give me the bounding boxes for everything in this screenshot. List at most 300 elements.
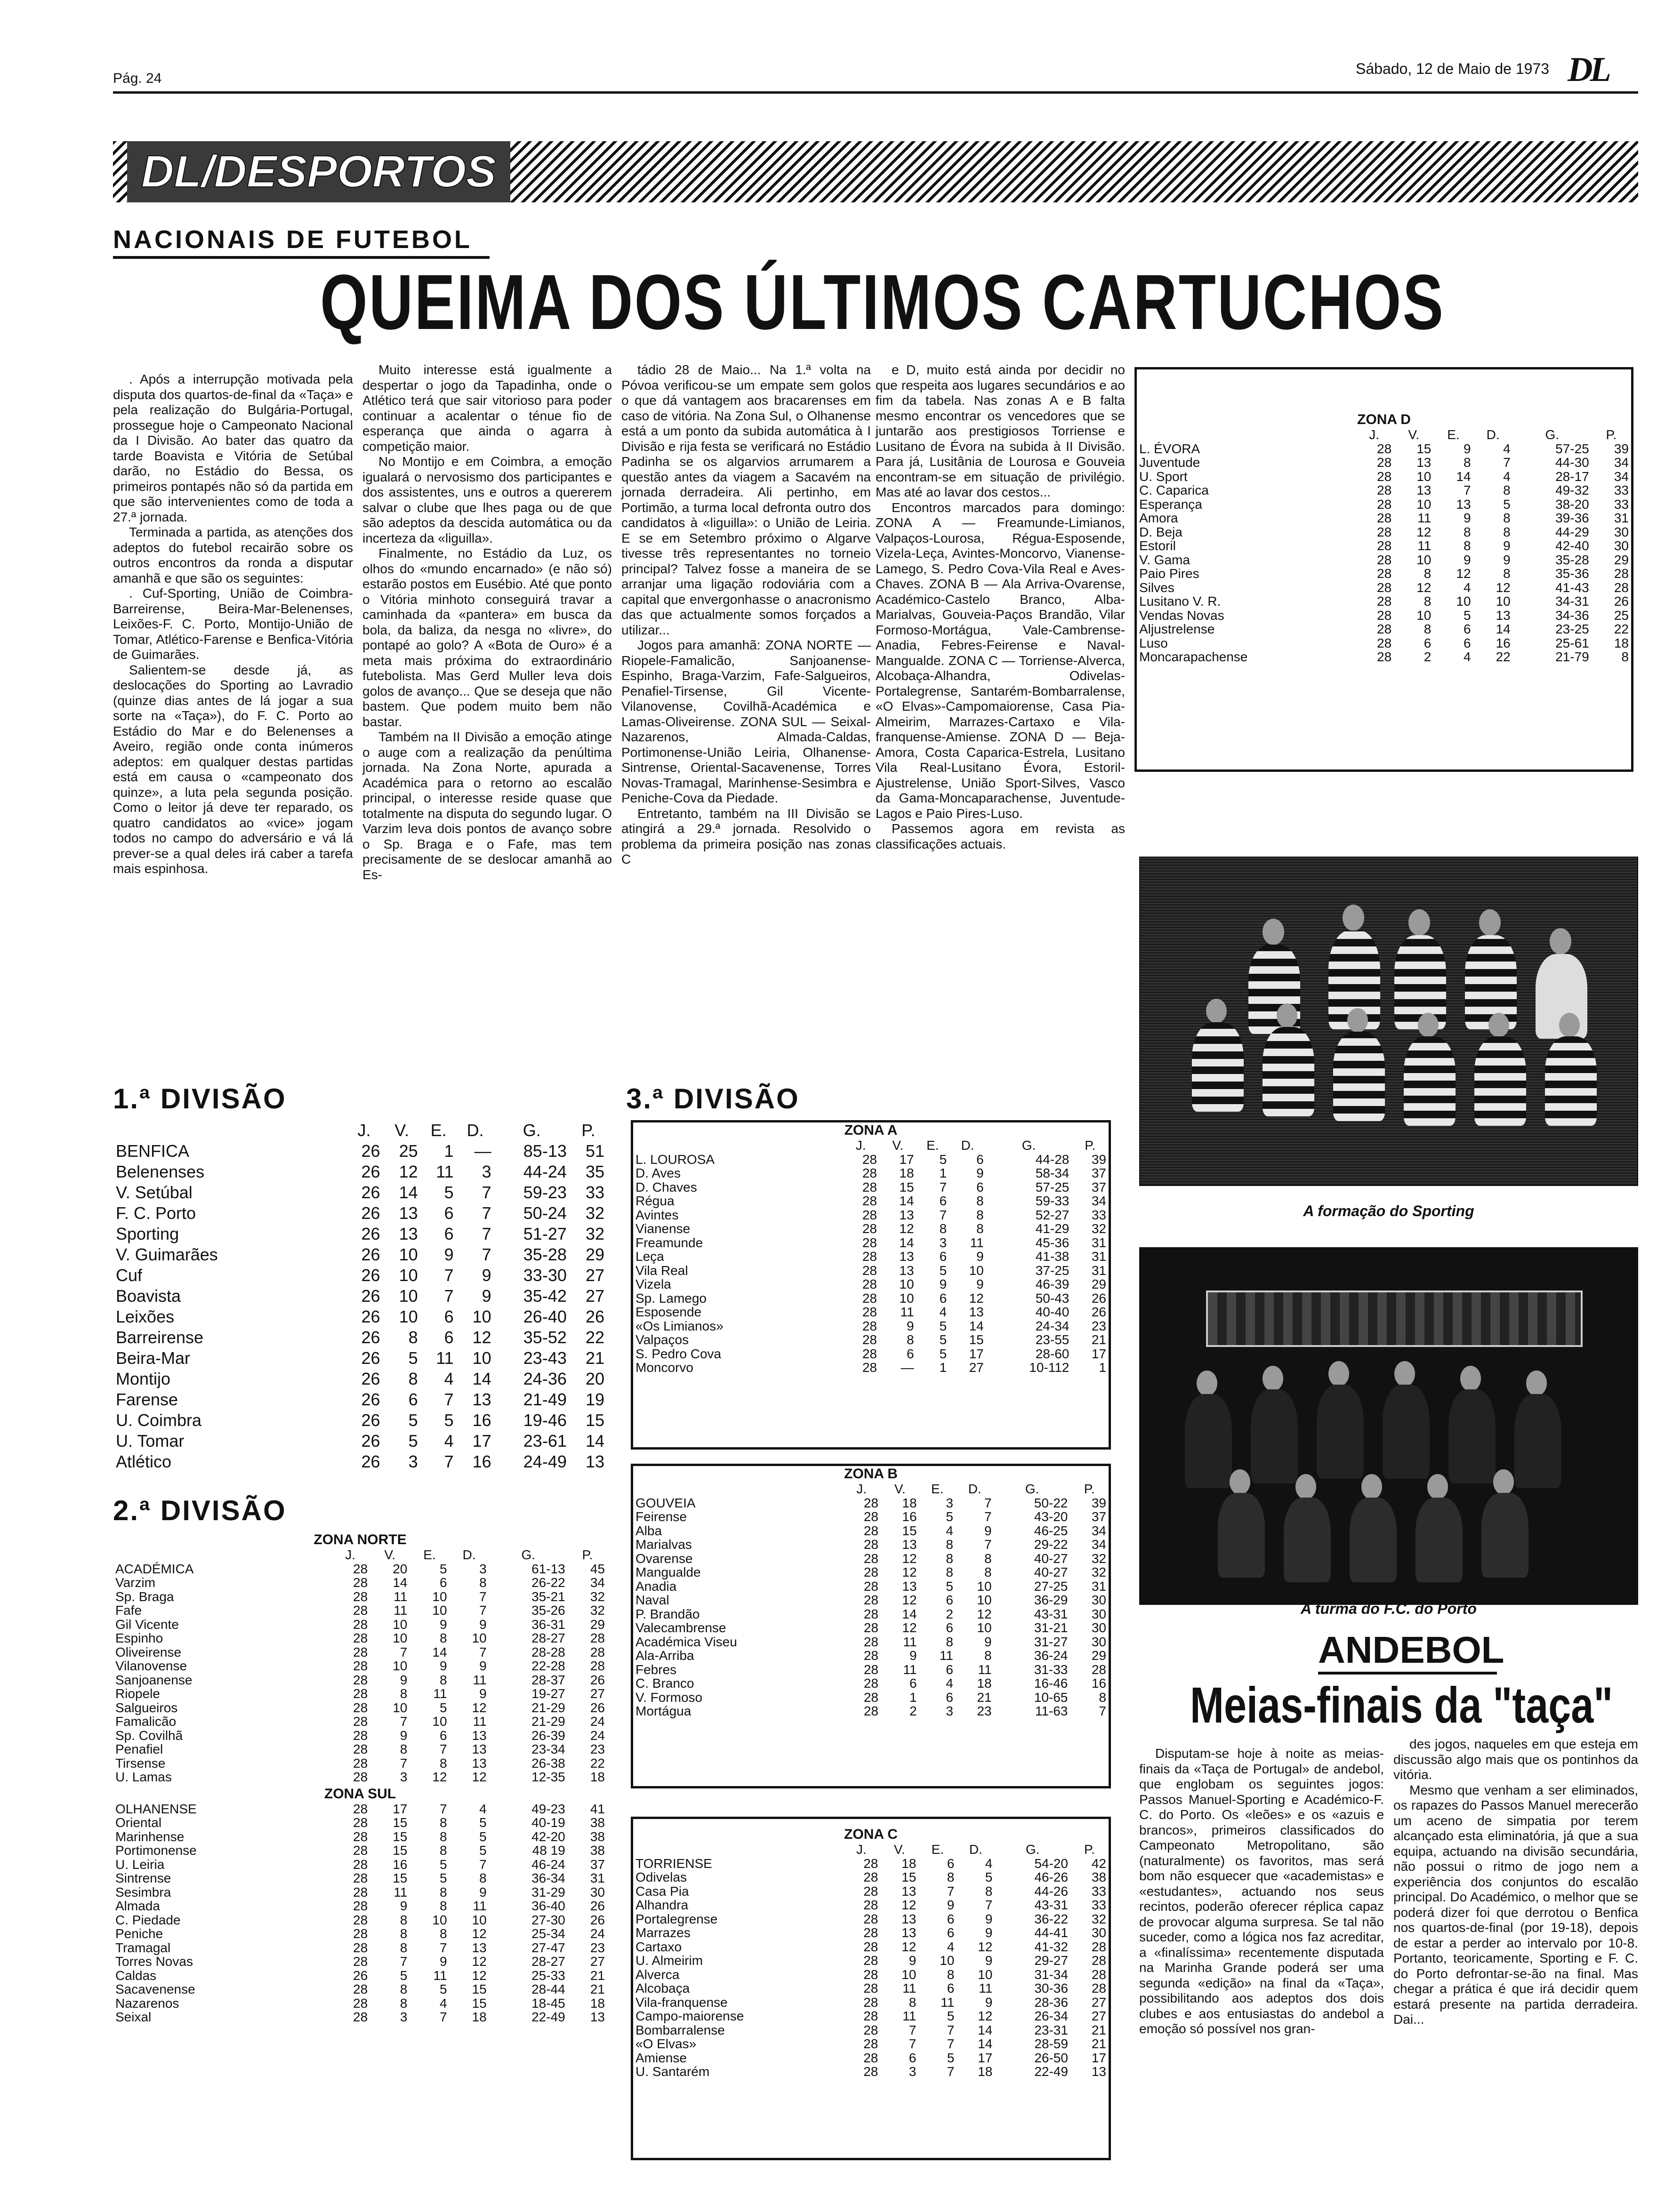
stat-cell: 7 xyxy=(939,1207,947,1222)
stat-cell: 28 xyxy=(353,1603,368,1618)
table-row xyxy=(113,1871,607,1885)
stat-cell: 10 xyxy=(393,1631,408,1645)
stat-cell: 4 xyxy=(1503,441,1511,456)
stat-cell: 6 xyxy=(444,1224,454,1243)
andebol-column-1 xyxy=(1139,1746,1384,2179)
stat-cell: 7 xyxy=(439,1940,447,1955)
paragraph: Passemos agora em revista as classificações actuais. xyxy=(876,821,1125,851)
zona-c-title: ZONA C xyxy=(844,1827,898,1842)
stat-cell: 28 xyxy=(863,1911,878,1926)
team-name: Moncorvo xyxy=(635,1360,693,1375)
stat-cell: 11 xyxy=(1417,538,1432,553)
stat-cell: 43-31 xyxy=(1034,1898,1068,1912)
stat-cell: 46-39 xyxy=(1035,1277,1070,1291)
stat-cell: 5 xyxy=(939,1152,947,1167)
stat-cell: 12 xyxy=(902,1565,917,1579)
column-header: D. xyxy=(968,1482,981,1496)
stat-cell: 8 xyxy=(1424,566,1432,581)
stat-cell: 28 xyxy=(353,1815,368,1830)
stat-cell: 8 xyxy=(439,1884,447,1899)
stat-cell: 28 xyxy=(1614,566,1629,581)
stat-cell: 14 xyxy=(399,1183,418,1202)
stat-cell: 26 xyxy=(361,1141,380,1161)
table-row xyxy=(633,1981,1109,1996)
stat-cell: 12 xyxy=(902,1551,917,1566)
stat-cell: 43-20 xyxy=(1034,1509,1068,1524)
stat-cell: 28-28 xyxy=(531,1644,565,1659)
stat-cell: 5 xyxy=(439,1871,447,1885)
stat-cell: 57-25 xyxy=(1555,441,1589,456)
stat-cell: 39-36 xyxy=(1555,511,1589,525)
stat-cell: 38 xyxy=(590,1843,605,1858)
stat-cell: 28-27 xyxy=(531,1631,565,1645)
stat-cell: 35-42 xyxy=(523,1286,567,1306)
stat-cell: 16-46 xyxy=(1034,1676,1068,1691)
team-name: Moncarapachense xyxy=(1139,649,1248,664)
stat-cell: 28 xyxy=(863,1967,878,1982)
column-header: D. xyxy=(1486,427,1500,442)
team-name: Cuf xyxy=(116,1266,143,1285)
team-name: S. Pedro Cova xyxy=(635,1346,722,1361)
table-row xyxy=(1137,442,1631,456)
andebol-column-2 xyxy=(1393,1737,1638,2170)
stat-cell: 8 xyxy=(1463,524,1471,539)
stat-cell: 30 xyxy=(590,1884,605,1899)
stat-cell: 2 xyxy=(909,1704,917,1718)
table-row xyxy=(1137,553,1631,567)
stat-cell: 43-31 xyxy=(1034,1606,1068,1621)
stat-cell: 28 xyxy=(862,1290,877,1306)
stat-cell: 34 xyxy=(1614,469,1629,484)
table-row xyxy=(113,2010,607,2024)
stat-cell: 8 xyxy=(439,1899,447,1913)
table-row xyxy=(113,1899,607,1913)
stat-cell: 28 xyxy=(862,1152,877,1167)
stat-cell: 28 xyxy=(862,1194,877,1208)
stat-cell: 40-19 xyxy=(531,1815,565,1830)
table-row xyxy=(113,1562,607,1576)
stat-cell: 9 xyxy=(906,1318,914,1333)
stat-cell: 13 xyxy=(901,1883,917,1899)
stat-cell: 8 xyxy=(408,1369,418,1388)
stat-cell: 28 xyxy=(1377,538,1392,553)
stat-cell: 10 xyxy=(1416,608,1432,623)
stat-cell: 12 xyxy=(902,1593,917,1607)
team-name: Ovarense xyxy=(635,1551,693,1566)
stat-cell: 11 xyxy=(979,1981,993,1996)
stat-cell: 40-27 xyxy=(1034,1565,1068,1579)
stat-cell: 12 xyxy=(472,1968,487,1983)
stat-cell: 8 xyxy=(1099,1690,1106,1705)
stat-cell: 31 xyxy=(1614,511,1629,525)
stat-cell: 28 xyxy=(862,1207,877,1222)
stat-cell: 24-34 xyxy=(1035,1318,1070,1333)
stat-cell: 14 xyxy=(432,1644,447,1659)
table-row xyxy=(1137,525,1631,539)
stat-cell: 30 xyxy=(1091,1634,1106,1649)
team-name: Valecambrense xyxy=(635,1620,726,1635)
table-row xyxy=(113,1756,607,1771)
stat-cell: 17 xyxy=(1091,1346,1106,1361)
stat-cell: 9 xyxy=(439,1659,447,1673)
stat-cell: 4 xyxy=(1503,469,1511,484)
stat-cell: 10 xyxy=(399,1266,418,1285)
team-name: Lusitano V. R. xyxy=(1139,594,1221,609)
stat-cell: 33 xyxy=(1614,483,1629,497)
stat-cell: 4 xyxy=(479,1801,487,1816)
stat-cell: 7 xyxy=(479,1644,487,1659)
stat-cell: 12 xyxy=(472,1770,487,1784)
stat-cell: 42-20 xyxy=(531,1829,565,1844)
stat-cell: 28 xyxy=(353,1871,368,1885)
stat-cell: 8 xyxy=(439,1829,447,1844)
stat-cell: 28 xyxy=(1377,469,1392,484)
stat-cell: 10 xyxy=(899,1277,914,1291)
team-name: Febres xyxy=(635,1662,677,1677)
stat-cell: 28 xyxy=(862,1360,877,1375)
stat-cell: 18 xyxy=(590,1770,605,1784)
team-name: Fafe xyxy=(115,1603,142,1618)
column-header: V. xyxy=(394,1121,409,1140)
team-name: Famalicão xyxy=(115,1714,177,1729)
stat-cell: 11 xyxy=(473,1714,487,1729)
stat-cell: 17 xyxy=(393,1801,408,1816)
stat-cell: 28 xyxy=(862,1166,877,1180)
stat-cell: 5 xyxy=(479,1843,487,1858)
stat-cell: 5 xyxy=(439,1561,447,1576)
stat-cell: 14 xyxy=(899,1194,914,1208)
stat-cell: 8 xyxy=(984,1551,992,1566)
stat-cell: 1 xyxy=(939,1166,947,1180)
stat-cell: 28 xyxy=(863,1551,878,1566)
stat-cell: 7 xyxy=(947,2022,955,2037)
stat-cell: 28 xyxy=(1091,1967,1106,1982)
table-row xyxy=(113,1996,607,2011)
column-header: D. xyxy=(961,1138,974,1153)
team-name: OLHANENSE xyxy=(115,1801,197,1816)
stat-cell: 46-24 xyxy=(531,1857,565,1872)
stat-cell: 35-28 xyxy=(1555,552,1589,567)
stat-cell: 8 xyxy=(1503,566,1511,581)
table-row xyxy=(113,1687,607,1701)
stat-cell: 28 xyxy=(353,1742,368,1756)
stat-cell: 30 xyxy=(1614,524,1629,539)
team-name: F. C. Porto xyxy=(116,1203,196,1223)
table-row xyxy=(113,1590,607,1604)
stat-cell: 18 xyxy=(472,2010,487,2024)
table-row xyxy=(113,1742,607,1756)
stat-cell: 7 xyxy=(909,2036,917,2051)
stat-cell: 28 xyxy=(1377,497,1392,512)
stat-cell: 36-34 xyxy=(531,1871,565,1885)
stat-cell: 31 xyxy=(1091,1263,1106,1278)
stat-cell: 45 xyxy=(590,1561,605,1576)
stat-cell: 13 xyxy=(902,1537,917,1552)
div1-table xyxy=(113,1120,607,1472)
team-name: D. Chaves xyxy=(635,1179,697,1194)
stat-cell: 6 xyxy=(909,2050,917,2065)
stat-cell: 39 xyxy=(1614,441,1629,456)
table-row xyxy=(633,2051,1109,2065)
stat-cell: 27-30 xyxy=(531,1912,565,1927)
stat-cell: 28 xyxy=(353,1659,368,1673)
stat-cell: 7 xyxy=(984,1509,992,1524)
team-name: P. Brandão xyxy=(635,1606,700,1621)
stat-cell: 6 xyxy=(1463,635,1471,650)
table-header-row xyxy=(113,1548,607,1562)
stat-cell: 27-47 xyxy=(531,1940,565,1955)
table-row xyxy=(113,1927,607,1941)
stat-cell: 12 xyxy=(1416,580,1432,595)
stat-cell: 23-31 xyxy=(1034,2022,1068,2037)
stat-cell: 19-27 xyxy=(531,1686,565,1701)
table-row xyxy=(1137,511,1631,525)
stat-cell: 25-34 xyxy=(531,1926,565,1941)
table-row xyxy=(633,1607,1109,1621)
stat-cell: 61-13 xyxy=(531,1561,565,1576)
column-header: G. xyxy=(1545,427,1560,442)
stat-cell: 32 xyxy=(590,1589,605,1604)
stat-cell: 15 xyxy=(472,1982,487,1996)
stat-cell: 10 xyxy=(472,1631,487,1645)
sporting-caption: A formação do Sporting xyxy=(1303,1202,1474,1219)
stat-cell: 28 xyxy=(590,1644,605,1659)
table-row xyxy=(113,1603,607,1618)
stat-cell: 31-21 xyxy=(1034,1620,1068,1635)
table-row xyxy=(633,1333,1109,1347)
stat-cell: 4 xyxy=(939,1305,947,1319)
stat-cell: 26 xyxy=(1091,1290,1106,1306)
stat-cell: 28 xyxy=(863,1565,878,1579)
team-name: Sintrense xyxy=(115,1871,171,1885)
div1-title: 1.ª DIVISÃO xyxy=(113,1083,287,1114)
stat-cell: 32 xyxy=(1091,1221,1106,1236)
paragraph: Salientem-se desde já, as deslocações do Sporting ao Lavradio (quinze dias antes de lá jogar a sua sorte na «Taça»), do F. C. Porto ao Estádio do Mar e do Belenenses a Aveiro, região onde conta inúmeros adeptos: em qualquer destas partidas está em causa o «campeonato dos quinze», a luta pela segunda posição. Como o leitor já deve ter reparado, os quatro candidatos ao «vice» jogam todos no campo do adversário e vá lá prever-se a qual deles irá caber a tarefa mais espinhosa. xyxy=(113,662,353,876)
stat-cell: 28 xyxy=(1377,483,1392,497)
stat-cell: 10 xyxy=(472,1307,491,1326)
team-name: Sp. Lamego xyxy=(635,1290,707,1306)
stat-cell: 6 xyxy=(946,1690,953,1705)
stat-cell: 28 xyxy=(863,2036,878,2051)
stat-cell: 8 xyxy=(479,1575,487,1590)
team-name: GOUVEIA xyxy=(635,1495,696,1510)
stat-cell: 13 xyxy=(585,1452,604,1471)
stat-cell: 5 xyxy=(408,1348,418,1368)
stat-cell: 28 xyxy=(863,1606,878,1621)
stat-cell: 8 xyxy=(1424,594,1432,609)
table-row xyxy=(1137,622,1631,636)
stat-cell: 8 xyxy=(947,1870,955,1884)
table-row xyxy=(113,1858,607,1872)
table-row xyxy=(633,1926,1109,1940)
stat-cell: 16 xyxy=(393,1857,408,1872)
team-name: Paio Pires xyxy=(1139,566,1199,581)
stat-cell: 25 xyxy=(1614,608,1629,623)
stat-cell: 18-45 xyxy=(531,1996,565,2011)
stat-cell: 26-40 xyxy=(523,1307,567,1326)
stat-cell: 15 xyxy=(393,1829,408,1844)
stat-cell: 11 xyxy=(978,1662,992,1677)
stat-cell: 7 xyxy=(444,1452,454,1471)
stat-cell: 34 xyxy=(1614,455,1629,470)
zona-d-box xyxy=(1134,367,1633,772)
stat-cell: 18 xyxy=(1614,635,1629,650)
stat-cell: 11 xyxy=(902,1981,917,1996)
stat-cell: 26 xyxy=(361,1286,380,1306)
table-row xyxy=(633,1264,1109,1278)
stat-cell: 22-49 xyxy=(1034,2064,1068,2079)
stat-cell: 12 xyxy=(472,1700,487,1715)
stat-cell: 17 xyxy=(969,1346,984,1361)
stat-cell: 7 xyxy=(947,2036,955,2051)
team-name: Alba xyxy=(635,1523,662,1538)
stat-cell: 37 xyxy=(1091,1166,1106,1180)
stat-cell: 7 xyxy=(1503,455,1511,470)
stat-cell: 28 xyxy=(862,1346,877,1361)
stat-cell: 16 xyxy=(902,1509,917,1524)
stat-cell: 11 xyxy=(902,2009,917,2023)
stat-cell: 9 xyxy=(1503,552,1511,567)
stat-cell: 28 xyxy=(862,1179,877,1194)
table-row xyxy=(113,1348,607,1369)
stat-cell: 28 xyxy=(863,1620,878,1635)
table-row xyxy=(113,1885,607,1899)
porto-caption: A turma do F.C. do Porto xyxy=(1301,1600,1477,1617)
stat-cell: 15 xyxy=(899,1179,914,1194)
table-row xyxy=(113,1715,607,1729)
stat-cell: 28 xyxy=(353,1801,368,1816)
stat-cell: 11 xyxy=(939,1648,953,1663)
stat-cell: 15 xyxy=(393,1815,408,1830)
stat-cell: 5 xyxy=(985,1870,993,1884)
kicker: NACIONAIS DE FUTEBOL xyxy=(113,225,473,254)
stat-cell: 28 xyxy=(1377,622,1392,636)
team-name: Académica Viseu xyxy=(635,1634,737,1649)
stat-cell: 8 xyxy=(408,1328,418,1347)
stat-cell: 10 xyxy=(432,1589,447,1604)
stat-cell: 4 xyxy=(946,1523,953,1538)
stat-cell: 28 xyxy=(1377,511,1392,525)
table-row xyxy=(633,1593,1109,1607)
table-row xyxy=(633,1166,1109,1180)
stat-cell: 8 xyxy=(1503,511,1511,525)
team-name: Vizela xyxy=(635,1277,671,1291)
stat-cell: 50-43 xyxy=(1035,1290,1070,1306)
stat-cell: 3 xyxy=(946,1495,953,1510)
stat-cell: 5 xyxy=(946,1579,953,1594)
stat-cell: 17 xyxy=(899,1152,914,1167)
team-name: Aljustrelense xyxy=(1139,622,1215,636)
stat-cell: 28 xyxy=(863,2022,878,2037)
stat-cell: 7 xyxy=(479,1857,487,1872)
stat-cell: 9 xyxy=(985,1953,993,1968)
stat-cell: 28 xyxy=(863,1509,878,1524)
stat-cell: 10 xyxy=(977,1620,992,1635)
stat-cell: 34-31 xyxy=(1555,594,1589,609)
stat-cell: 6 xyxy=(1424,635,1432,650)
table-row xyxy=(633,1236,1109,1250)
stat-cell: 9 xyxy=(976,1249,984,1264)
stat-cell: 14 xyxy=(902,1606,917,1621)
stat-cell: 11 xyxy=(1417,511,1432,525)
stat-cell: 28 xyxy=(353,1829,368,1844)
stat-cell: 10 xyxy=(901,1967,917,1982)
stat-cell: 28 xyxy=(863,1898,878,1912)
stat-cell: 28 xyxy=(353,1996,368,2011)
team-name: Cartaxo xyxy=(635,1939,682,1954)
stat-cell: 36-29 xyxy=(1034,1593,1068,1607)
table-row xyxy=(113,1182,607,1203)
stat-cell: 28 xyxy=(863,2050,878,2065)
table-row xyxy=(1137,581,1631,595)
table-row xyxy=(113,1816,607,1830)
paragraph: Mesmo que venham a ser eliminados, os rapazes do Passos Manuel merecerão um aceno de simpatia por terem alcançado esta eliminatória, já que a sua equipa, actuando na divisão secundária, não possui o ritmo de jogo nem a experiência dos conjuntos do escalão principal. Do Académico, o melhor que se poderá dizer foi que derrotou o Benfica nos quartos-de-final (por 19-18), depois de estar a perder ao intervalo por 10-8. Portanto, teoricamente, Sporting e F. C. do Porto defrontar-se-ão na final. Mas chegar a prática é que irá decidir quem estará presente na partida derradeira. Dai... xyxy=(1393,1782,1638,2027)
stat-cell: 11 xyxy=(473,1899,487,1913)
stat-cell: 5 xyxy=(939,1318,947,1333)
table-row xyxy=(633,1180,1109,1194)
stat-cell: 6 xyxy=(444,1203,454,1223)
stat-cell: 4 xyxy=(439,1996,447,2011)
stat-cell: 8 xyxy=(400,1926,408,1941)
stat-cell: 33-30 xyxy=(523,1266,567,1285)
table-row xyxy=(113,1770,607,1784)
stat-cell: 35-28 xyxy=(523,1245,567,1264)
team-name: Farense xyxy=(116,1390,178,1409)
stat-cell: 5 xyxy=(1463,608,1471,623)
stat-cell: 10 xyxy=(1456,594,1471,609)
stat-cell: 39 xyxy=(1091,1152,1106,1167)
column-header: E. xyxy=(931,1482,944,1496)
stat-cell: 24-49 xyxy=(523,1452,567,1471)
stat-cell: 10 xyxy=(1416,469,1432,484)
stat-cell: 1 xyxy=(939,1360,947,1375)
stat-cell: 3 xyxy=(408,1452,418,1471)
stat-cell: 10 xyxy=(1496,594,1511,609)
stat-cell: 6 xyxy=(947,1856,955,1871)
stat-cell: 29 xyxy=(1091,1277,1106,1291)
team-name: «Os Limianos» xyxy=(635,1318,724,1333)
stat-cell: 1 xyxy=(1099,1360,1106,1375)
stat-cell: 28 xyxy=(863,1593,878,1607)
stat-cell: 28 xyxy=(353,1589,368,1604)
stat-cell: 9 xyxy=(1463,511,1471,525)
stat-cell: 26-22 xyxy=(531,1575,565,1590)
stat-cell: 27 xyxy=(585,1286,604,1306)
paragraph: . Cuf-Sporting, União de Coimbra-Barreirense, Beira-Mar-Belenenses, Leixões-F. C. Porto, Montijo-União de Tomar, Atlético-Farense e Benfica-Vitória de Guimarães. xyxy=(113,586,353,662)
table-row xyxy=(113,1830,607,1844)
stat-cell: 13 xyxy=(1416,483,1432,497)
stat-cell: 28-36 xyxy=(1034,1995,1068,2010)
stat-cell: 23-61 xyxy=(523,1431,567,1451)
stat-cell: 26 xyxy=(361,1266,380,1285)
stat-cell: 28 xyxy=(353,1926,368,1941)
stat-cell: 8 xyxy=(479,1871,487,1885)
column-header: E. xyxy=(926,1138,939,1153)
stat-cell: 5 xyxy=(444,1183,454,1202)
table-row xyxy=(113,1701,607,1715)
team-name: Vianense xyxy=(635,1221,691,1236)
team-name: Freamunde xyxy=(635,1235,703,1250)
stat-cell: 28 xyxy=(353,1631,368,1645)
stat-cell: 23-25 xyxy=(1555,622,1589,636)
stat-cell: 6 xyxy=(439,1575,447,1590)
stat-cell: 13 xyxy=(472,1755,487,1771)
stat-cell: 44-29 xyxy=(1555,524,1589,539)
stat-cell: 28 xyxy=(353,1940,368,1955)
table-row xyxy=(113,1224,607,1244)
team-name: V. Guimarães xyxy=(116,1245,218,1264)
stat-cell: 21 xyxy=(585,1348,604,1368)
